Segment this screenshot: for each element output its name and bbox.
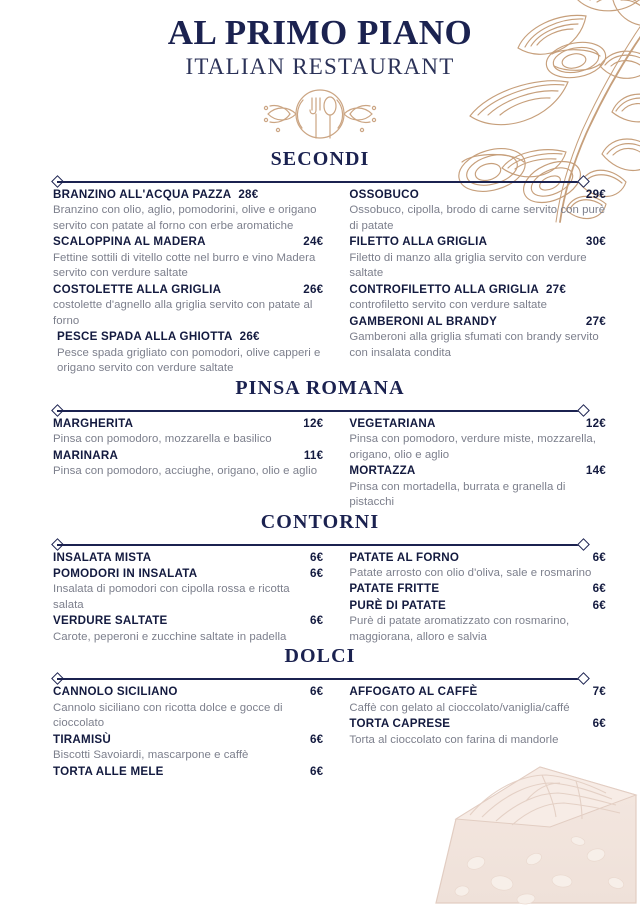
menu-item (53, 550, 323, 566)
menu-item (349, 463, 606, 510)
menu-item-price: 14€ (585, 464, 606, 478)
menu-item-name: INSALATA MISTA (53, 550, 152, 564)
diamond-right-icon (577, 538, 590, 551)
menu-item (349, 416, 606, 463)
menu-section (0, 511, 640, 646)
menu-item-price: 30€ (585, 235, 606, 249)
menu-item-name: MARGHERITA (53, 416, 134, 430)
diamond-right-icon (577, 175, 590, 188)
divider-bar (57, 410, 584, 412)
menu-item-description: Pinsa con mortadella, burrata e granella di pistacchi (349, 480, 566, 509)
menu-item-head (53, 732, 323, 748)
menu-item-description: Carote, peperoni e zucchine saltate in padella (53, 630, 287, 643)
menu-item-description: Gamberoni alla griglia sfumati con brandy servito con insalata condita (349, 331, 599, 359)
menu-item (53, 764, 323, 780)
menu-item-name: OSSOBUCO (349, 187, 419, 201)
diamond-right-icon (577, 404, 590, 417)
menu-item-description: costolette d'agnello alla griglia servito con patate al forno (53, 299, 313, 327)
menu-item-price: 6€ (592, 717, 606, 731)
menu-item-head (53, 416, 323, 432)
menu-item-head (53, 234, 323, 250)
menu-item-head (349, 416, 606, 432)
menu-item (53, 732, 323, 764)
menu-item-head (349, 234, 606, 250)
column-left (53, 684, 323, 780)
menu-item-price: 7€ (592, 685, 606, 699)
menu-item (349, 581, 606, 597)
menu-item-name: PATATE FRITTE (349, 582, 440, 596)
menu-item-price: 6€ (309, 685, 324, 699)
menu-item-name: SCALOPPINA AL MADERA (53, 235, 206, 249)
column-right (335, 550, 606, 646)
menu-item-name: PESCE SPADA ALLA GHIOTTA (57, 330, 233, 344)
menu-item-description: controfiletto servito con verdure saltate (349, 299, 548, 312)
menu-item-name: GAMBERONI AL BRANDY (349, 314, 498, 328)
menu-item-description: Ossobuco, cipolla, brodo di carne servito con purè di patate (349, 204, 606, 232)
menu-item-price: 12€ (585, 416, 606, 430)
menu-item-description: Cannolo siciliano con ricotta dolce e gocce di cioccolato (53, 701, 283, 730)
menu-item-head (53, 613, 323, 629)
menu-item-price: 6€ (309, 550, 324, 564)
menu-item-price: 11€ (303, 448, 324, 462)
menu-item-head (349, 684, 606, 700)
section-title: DOLCI (284, 645, 356, 668)
plate-fork-spoon-icon (258, 86, 382, 148)
menu-item (53, 282, 323, 329)
menu-item-name: TORTA CAPRESE (349, 717, 451, 731)
column-right (335, 416, 606, 511)
menu-item-head (53, 187, 323, 203)
menu-item-price: 26€ (239, 330, 260, 344)
menu-item (349, 314, 606, 361)
menu-item-description: Biscotti Savoiardi, mascarpone e caffè (53, 749, 249, 762)
menu-item (349, 550, 606, 582)
menu-item-name: VERDURE SALTATE (53, 614, 168, 628)
section-divider (53, 674, 588, 684)
menu-item (349, 187, 606, 234)
menu-item-name: PATATE AL FORNO (349, 550, 460, 564)
column-left (53, 550, 323, 646)
restaurant-name: AL PRIMO PIANO (167, 13, 473, 52)
menu-item-name: MARINARA (53, 448, 119, 462)
menu-item-head (53, 566, 323, 582)
section-columns (0, 550, 640, 646)
menu-item-price: 6€ (592, 582, 606, 596)
menu-item-head (349, 581, 606, 597)
menu-item-head (53, 684, 323, 700)
menu-item-description: Filetto di manzo alla griglia servito con verdure saltate (349, 251, 587, 280)
section-title: PINSA ROMANA (235, 376, 405, 399)
section-columns (0, 684, 640, 780)
menu-item-price: 27€ (545, 282, 567, 296)
menu-item-price: 6€ (592, 550, 606, 564)
menu-item-head (53, 764, 323, 780)
section-columns (0, 416, 640, 511)
menu-item-name: CANNOLO SICILIANO (53, 685, 178, 699)
menu-item-head (349, 187, 606, 203)
section-columns (0, 187, 640, 377)
menu-item-price: 6€ (309, 764, 324, 778)
menu-item-name: MORTAZZA (349, 464, 416, 478)
menu-item-price: 26€ (303, 282, 324, 296)
menu-item-price: 6€ (309, 566, 324, 580)
section-title: CONTORNI (260, 510, 380, 533)
menu-item-name: COSTOLETTE ALLA GRIGLIA (53, 282, 222, 296)
menu-section (0, 148, 640, 377)
section-divider (53, 406, 588, 416)
menu-item-description: Pinsa con pomodoro, acciughe, origano, olio e aglio (53, 465, 318, 478)
menu-item-name: CONTROFILETTO ALLA GRIGLIA (349, 282, 539, 296)
menu-item-price: 6€ (309, 732, 324, 746)
menu-item-price: 29€ (585, 187, 606, 201)
menu-item (349, 234, 606, 281)
column-left (53, 187, 323, 377)
menu-item (349, 282, 606, 314)
menu-item-description: Patate arrosto con olio d'oliva, sale e rosmarino (349, 566, 592, 579)
menu-item-head (349, 282, 606, 298)
menu-item-name: VEGETARIANA (349, 416, 436, 430)
menu-item-price: 12€ (303, 416, 324, 430)
menu-item (53, 684, 323, 731)
column-right (335, 187, 606, 361)
menu-item-head (53, 550, 323, 566)
menu-item (53, 187, 323, 234)
column-left (53, 416, 323, 480)
menu-item-price: 6€ (309, 614, 324, 628)
restaurant-tagline: ITALIAN RESTAURANT (185, 53, 455, 79)
menu-item-description: Fettine sottili di vitello cotte nel burro e vino Madera servito con verdure saltate (53, 251, 316, 280)
column-right (335, 684, 606, 748)
menu-item-price: 24€ (303, 235, 324, 249)
menu-item-head (349, 314, 606, 330)
menu-header (0, 0, 640, 148)
menu-item (53, 416, 323, 448)
menu-item (53, 613, 323, 645)
menu-sections (0, 148, 640, 780)
menu-item-head (53, 282, 323, 298)
menu-item-head (57, 329, 323, 345)
menu-item-name: TORTA ALLE MELE (53, 764, 164, 778)
menu-item-head (349, 598, 606, 614)
menu-item-name: TIRAMISÙ (53, 732, 112, 746)
menu-item (53, 448, 323, 480)
menu-item-head (349, 716, 606, 732)
diamond-right-icon (577, 673, 590, 686)
menu-item-name: AFFOGATO AL CAFFÈ (349, 685, 478, 699)
menu-item-description: Torta al cioccolato con farina di mandorle (349, 733, 559, 746)
divider-bar (57, 544, 584, 546)
menu-item-name: BRANZINO ALL'ACQUA PAZZA (53, 187, 232, 201)
menu-item (349, 716, 606, 748)
menu-item-head (349, 550, 606, 566)
menu-item-name: FILETTO ALLA GRIGLIA (349, 235, 488, 249)
menu-section (0, 377, 640, 511)
menu-item-description: Caffè con gelato al cioccolato/vaniglia/caffé (349, 701, 570, 714)
menu-item-description: Pesce spada grigliato con pomodori, olive capperi e origano servito con verdure saltate (57, 346, 321, 375)
section-divider (53, 177, 588, 187)
menu-item (349, 684, 606, 716)
menu-item (53, 234, 323, 281)
menu-item-description: Insalata di pomodori con cipolla rossa e ricotta salata (53, 583, 290, 611)
menu-item-name: PURÈ DI PATATE (349, 598, 447, 612)
menu-section (0, 645, 640, 780)
menu-item-description: Pinsa con pomodoro, mozzarella e basilico (53, 433, 272, 446)
menu-item-name: POMODORI IN INSALATA (53, 566, 198, 580)
menu-item-head (53, 448, 323, 464)
menu-item-head (349, 463, 606, 479)
menu-item-price: 28€ (238, 187, 259, 201)
menu-item-description: Pinsa con pomodoro, verdure miste, mozzarella, origano, olio e aglio (349, 433, 597, 461)
menu-item-description: Branzino con olio, aglio, pomodorini, olive e origano servito con patate al forno con erbe aromatiche (53, 204, 317, 232)
menu-item-description: Purè di patate aromatizzato con rosmarino, maggiorana, alloro e salvia (349, 615, 570, 643)
divider-bar (57, 181, 584, 183)
section-title: SECONDI (270, 147, 370, 170)
menu-item-price: 6€ (592, 598, 606, 612)
section-divider (53, 540, 588, 550)
menu-item (53, 566, 323, 613)
menu-item-price: 27€ (585, 314, 606, 328)
menu-item (349, 598, 606, 645)
menu-item (53, 329, 323, 376)
divider-bar (57, 678, 584, 680)
